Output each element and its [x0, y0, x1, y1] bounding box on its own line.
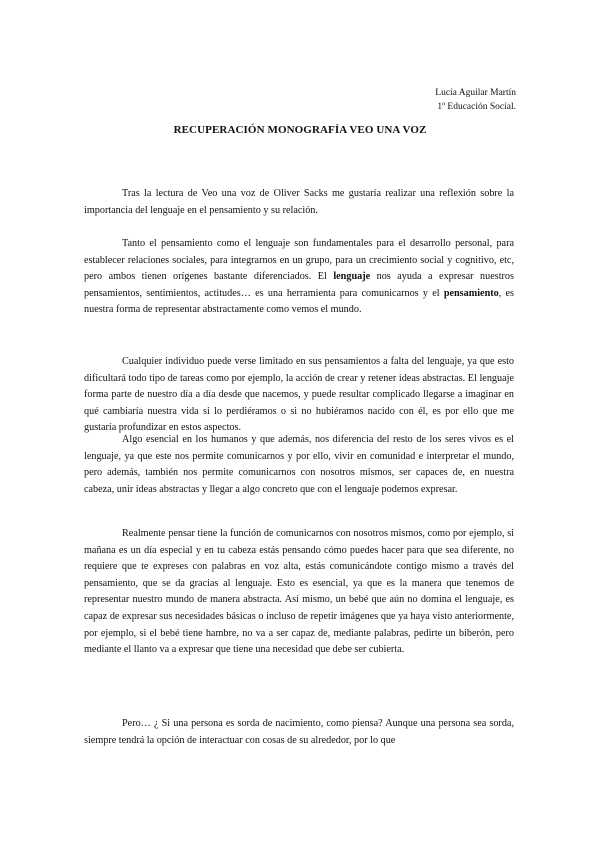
paragraph-3: [84, 354, 514, 437]
term-lenguaje: lenguaje: [333, 271, 371, 283]
paragraph-4-text: Algo esencial en los humanos y que además, nos diferencia del resto de los seres vivos es el lenguaje, ya que este nos permite comunicarnos y por ello, vivir en comunidad e interpretar el mundo, pero además, también nos permite comunicarnos con nosotros mismos, ser capaces de, en nuestra cabeza, unir ideas abstractas y llegar a algo concreto que con el lenguaje podemos expresar.: [84, 434, 514, 495]
paragraph-4: [84, 432, 514, 498]
paragraph-5-text: Realmente pensar tiene la función de comunicarnos con nosotros mismos, como por ejemplo, si mañana es un día especial y en tu cabeza estás pensando cómo puedes hacer para que sea diferente, no requiere que te expreses con palabras en voz alta, estás comunicándote contigo mismo a través del pensamiento, que se da gracias al lenguaje. Esto es esencial, ya que es la manera que tenemos de representar nuestro mundo de manera abstracta. Así mismo, un bebé que aún no domina el lenguaje, es capaz de expresar sus necesidades básicas o incluso de repetir imágenes que ya haya visto anteriormente, por ejemplo, si el bebé tiene hambre, no va a ser capaz de, mediante palabras, pedirte un biberón, pero mediante el llanto va a expresar que tiene una necesidad que debe ser cubierta.: [84, 528, 514, 656]
paragraph-2-text-d: , es nuestra forma de representar abstractamente como vemos el mundo.: [84, 287, 514, 316]
paragraph-6-text: Pero… ¿ Si una persona es sorda de nacimiento, como piensa? Aunque una persona sea sorda, siempre tendrá la opción de interactuar con cosas de su alrededor, por lo que: [84, 718, 514, 746]
term-pensamiento: pensamiento: [443, 287, 499, 299]
paragraph-1-text: Tras la lectura de Veo una voz de Oliver Sacks me gustaría realizar una reflexión sobre la importancia del lenguaje en el pensamiento y su relación.: [84, 188, 514, 216]
paragraph-3-text: Cualquier individuo puede verse limitado en sus pensamientos a falta del lenguaje, ya que esto dificultará todo tipo de tareas como por ejemplo, la acción de crear y retener ideas abstractas. El lenguaje forma parte de nuestro día a día desde que nacemos, y puede resultar complicado llegarse a imaginar en qué cambiaría nuestra vida si lo perdiéramos o si no hubiéramos nacido con él, es por ello que me gustaría profundizar en estos aspectos.: [84, 356, 514, 434]
document-title: RECUPERACIÓN MONOGRAFÍA VEO UNA VOZ: [173, 124, 427, 136]
paragraph-2-text-a: Tanto el pensamiento como el lenguaje son fundamentales para el desarrollo personal, para establecer relaciones sociales, para integrarnos en un grupo, para un crecimiento social y cognitivo, etc, pero ambos tienen orígenes bastante diferenciados. El: [84, 238, 514, 283]
course-label: 1º Educación Social.: [437, 102, 516, 112]
author-block: [435, 86, 516, 114]
paragraph-2: [84, 236, 514, 319]
paragraph-5: [84, 526, 514, 659]
paragraph-2-text-c: nos ayuda a expresar nuestros pensamientos, sentimientos, actitudes… es una herramienta para comunicarnos y el: [84, 271, 514, 299]
paragraph-1: [84, 186, 514, 219]
paragraph-6: [84, 716, 514, 749]
author-name: Lucía Aguilar Martín: [435, 88, 516, 98]
